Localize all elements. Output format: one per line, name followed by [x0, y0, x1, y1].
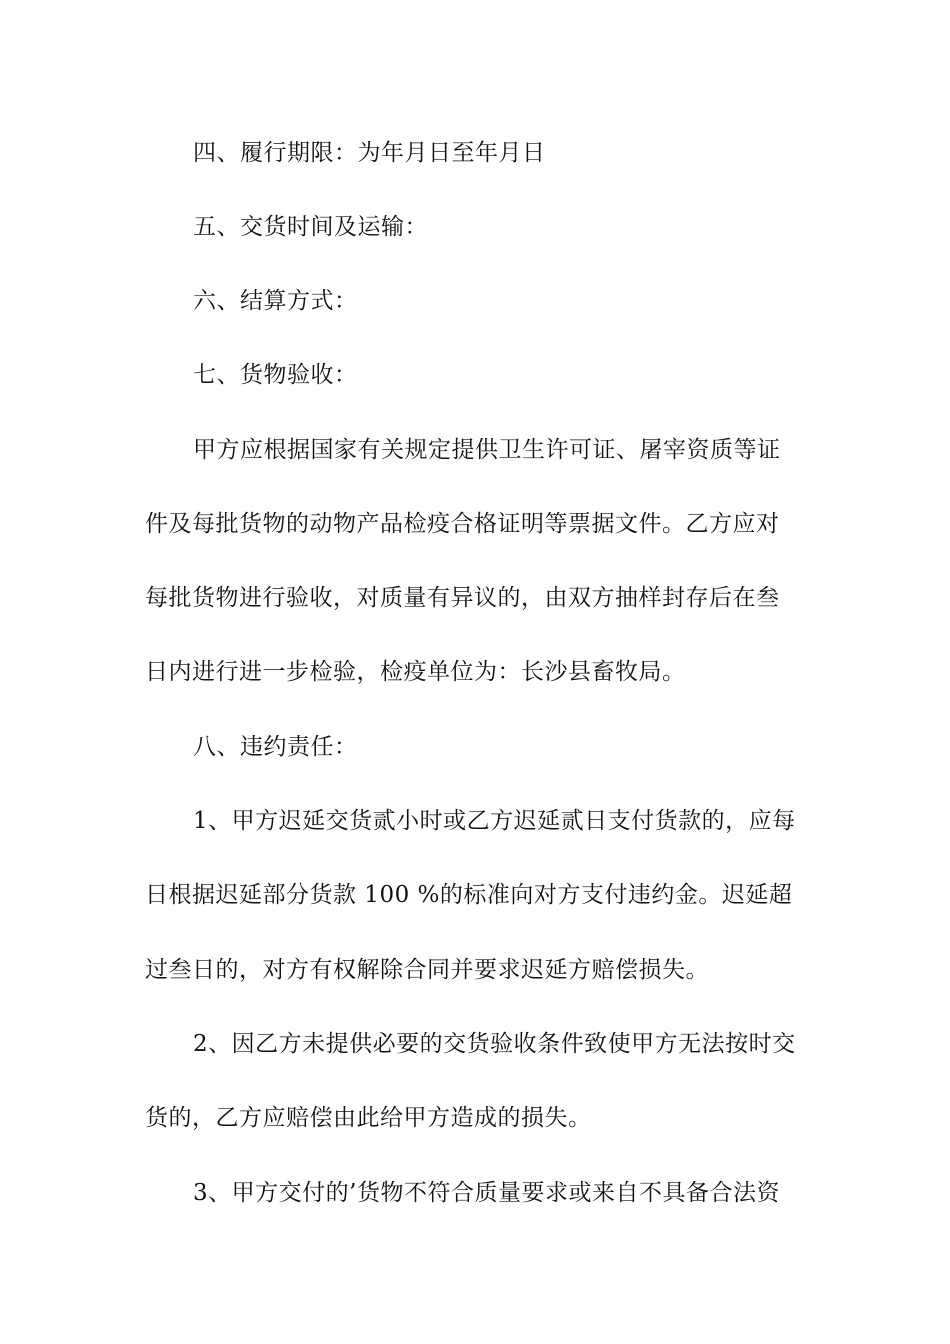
clause-8-liability: 八、违约责任：: [193, 734, 358, 760]
clause-7-inspection: 七、货物验收：: [193, 362, 358, 388]
clause-6-settlement: 六、结算方式：: [193, 288, 358, 314]
paragraph-line: 2、因乙方未提供必要的交货验收条件致使甲方无法按时交: [193, 1031, 796, 1057]
paragraph-line: 日内进行进一步检验，检疫单位为：长沙县畜牧局。: [145, 659, 686, 685]
paragraph-line: 过叁日的，对方有权解除合同并要求迟延方赔偿损失。: [145, 957, 709, 983]
paragraph-line: 日根据迟延部分货款 100 %的标准向对方支付违约金。迟延超: [145, 882, 793, 908]
paragraph-line: 3、甲方交付的’货物不符合质量要求或来自不具备合法资: [193, 1180, 780, 1206]
clause-5-delivery: 五、交货时间及运输：: [193, 214, 428, 240]
paragraph-line: 件及每批货物的动物产品检疫合格证明等票据文件。乙方应对: [145, 511, 780, 537]
clause-4-term: 四、履行期限：为年月日至年月日: [193, 140, 546, 166]
paragraph-line: 货的，乙方应赔偿由此给甲方造成的损失。: [145, 1105, 592, 1131]
paragraph-line: 甲方应根据国家有关规定提供卫生许可证、屠宰资质等证: [193, 437, 781, 463]
paragraph-line: 每批货物进行验收，对质量有异议的，由双方抽样封存后在叁: [145, 585, 780, 611]
paragraph-line: 1、甲方迟延交货贰小时或乙方迟延贰日支付货款的，应每: [193, 808, 796, 834]
